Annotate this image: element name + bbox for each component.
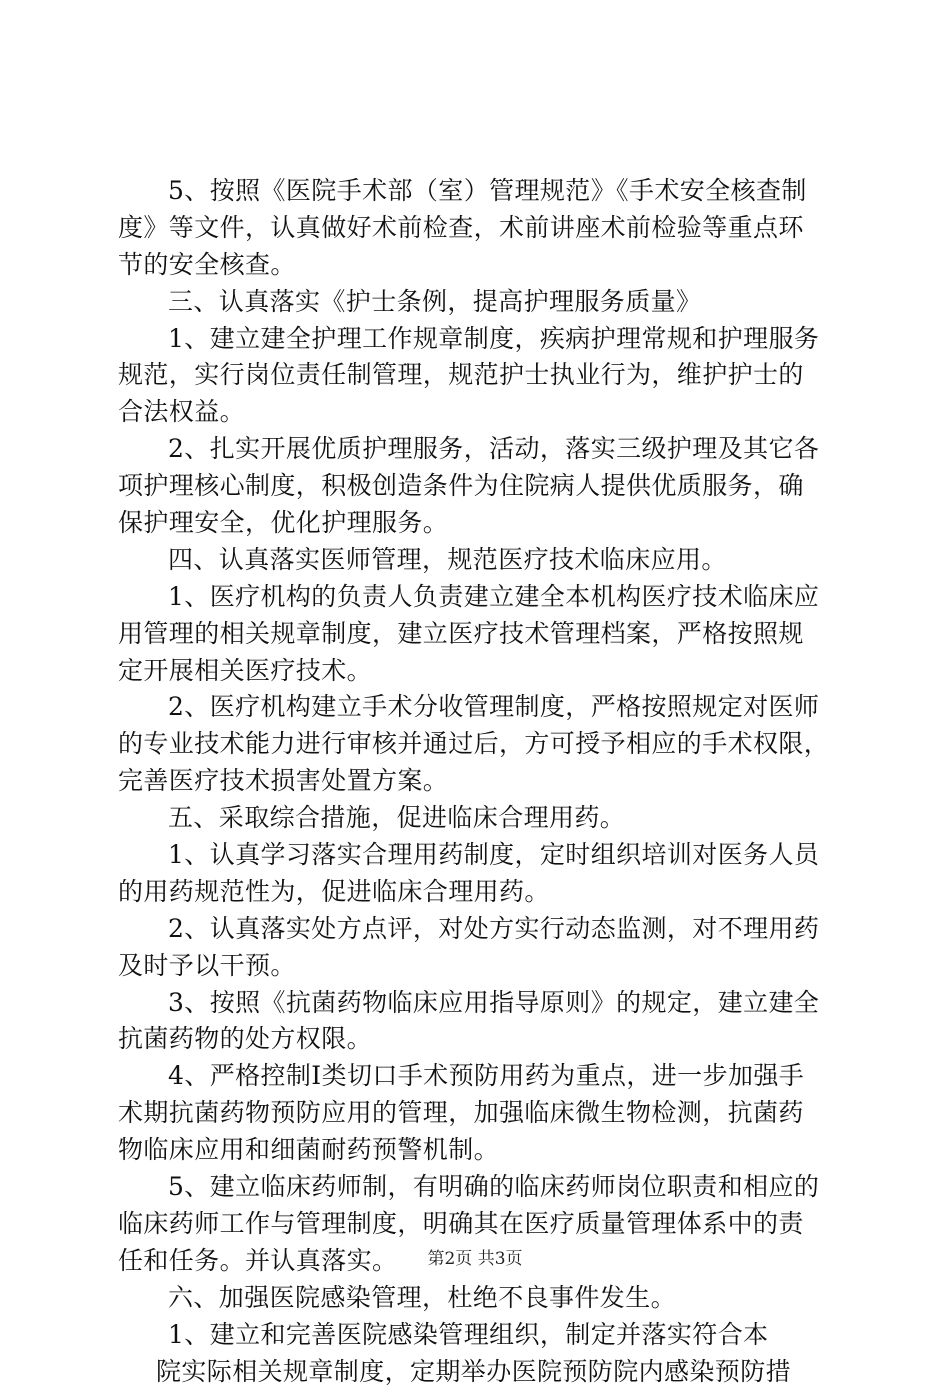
text-line: 2、扎实开展优质护理服务，活动，落实三级护理及其它各 [118, 431, 843, 468]
text-line: 1、医疗机构的负责人负责建立建全本机构医疗技术临床应 [118, 579, 843, 616]
text-line: 用管理的相关规章制度，建立医疗技术管理档案，严格按照规 [118, 616, 843, 653]
text-line: 1、建立和完善医院感染管理组织，制定并落实符合本 [118, 1317, 843, 1354]
text-line: 抗菌药物的处方权限。 [118, 1021, 843, 1058]
text-line: 2、医疗机构建立手术分收管理制度，严格按照规定对医师 [118, 689, 843, 726]
text-line: 保护理安全，优化护理服务。 [118, 505, 843, 542]
text-line: 的专业技术能力进行审核并通过后，方可授予相应的手术权限， [118, 726, 843, 763]
text-line: 的用药规范性为，促进临床合理用药。 [118, 874, 843, 911]
text-line: 1、建立建全护理工作规章制度，疾病护理常规和护理服务 [118, 321, 843, 358]
page-footer: 第2页 共3页 [0, 1248, 950, 1270]
text-line: 5、按照《医院手术部（室）管理规范》《手术安全核查制 [118, 173, 843, 210]
text-line: 五、采取综合措施，促进临床合理用药。 [118, 800, 843, 837]
text-line: 规范，实行岗位责任制管理，规范护士执业行为，维护护士的 [118, 357, 843, 394]
text-line: 项护理核心制度，积极创造条件为住院病人提供优质服务，确 [118, 468, 843, 505]
text-line: 度》等文件，认真做好术前检查，术前讲座术前检验等重点环 [118, 210, 843, 247]
text-line: 物临床应用和细菌耐药预警机制。 [118, 1132, 843, 1169]
document-body [118, 173, 843, 1390]
text-line: 合法权益。 [118, 394, 843, 431]
text-line: 4、严格控制Ⅰ类切口手术预防用药为重点，进一步加强手 [118, 1058, 843, 1095]
text-line: 任和任务。并认真落实。 [118, 1243, 843, 1280]
text-line: 节的安全核查。 [118, 247, 843, 284]
text-line: 3、按照《抗菌药物临床应用指导原则》的规定，建立建全 [118, 985, 843, 1022]
text-line: 5、建立临床药师制，有明确的临床药师岗位职责和相应的 [118, 1169, 843, 1206]
text-line: 三、认真落实《护士条例，提高护理服务质量》 [118, 284, 843, 321]
text-line: 定开展相关医疗技术。 [118, 653, 843, 690]
text-line: 1、认真学习落实合理用药制度，定时组织培训对医务人员 [118, 837, 843, 874]
text-line: 及时予以干预。 [118, 948, 843, 985]
text-line: 四、认真落实医师管理，规范医疗技术临床应用。 [118, 542, 843, 579]
text-line: 六、加强医院感染管理，杜绝不良事件发生。 [118, 1280, 843, 1317]
text-line: 2、认真落实处方点评，对处方实行动态监测，对不理用药 [118, 911, 843, 948]
text-line: 完善医疗技术损害处置方案。 [118, 763, 843, 800]
text-line: 术期抗菌药物预防应用的管理，加强临床微生物检测，抗菌药 [118, 1095, 843, 1132]
text-line: 临床药师工作与管理制度，明确其在医疗质量管理体系中的责 [118, 1206, 843, 1243]
text-line: 院实际相关规章制度，定期举办医院预防院内感染预防措 [118, 1354, 843, 1390]
